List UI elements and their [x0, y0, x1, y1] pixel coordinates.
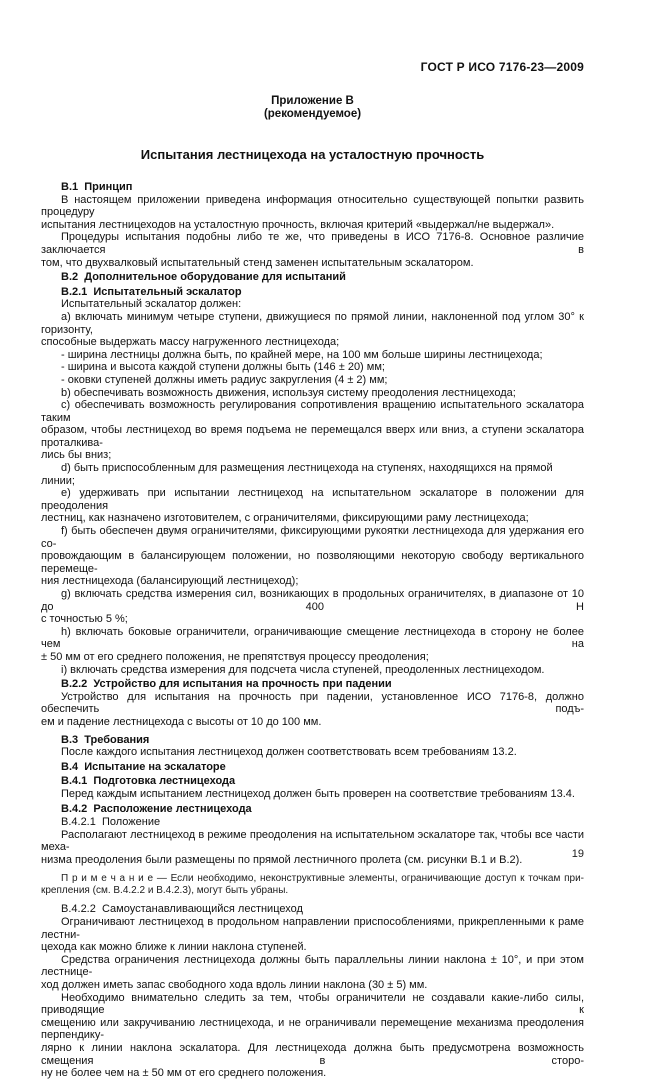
text-line: крепления (см. В.4.2.2 и В.4.2.3), могут быть убраны.	[41, 885, 289, 897]
note	[41, 873, 584, 897]
paragraph	[41, 691, 584, 729]
sub-heading	[41, 816, 584, 829]
doc-code: ГОСТ Р ИСО 7176-23—2009	[420, 60, 584, 74]
paragraph	[41, 311, 584, 349]
text-line: Ограничивают лестницеход в продольном направлении приспособлениями, прикрепленными к раме лестни-	[41, 916, 584, 941]
text-line: лярно к линии наклона эскалатора. Для лестницехода должна быть предусмотрена возможность смещения в сторо-	[41, 1042, 584, 1067]
section-heading	[41, 761, 584, 774]
text-line: В настоящем приложении приведена информация относительно существующей попытки развить процедуру	[41, 193, 584, 219]
section-heading	[41, 775, 584, 788]
text-line: h) включать боковые ограничители, ограничивающие смещение лестницехода в сторону не более чем на	[41, 625, 584, 651]
paragraph	[41, 361, 584, 374]
text-line: том, что двухвалковый испытательный стенд заменен испытательным эскалатором.	[41, 256, 474, 269]
text-line: лись бы вниз;	[41, 449, 112, 462]
text-line: После каждого испытания лестницеход должен соответствовать всем требованиям 13.2.	[61, 746, 517, 759]
paragraph	[41, 462, 584, 487]
section-heading	[41, 286, 584, 299]
appendix-label: Приложение В	[271, 95, 354, 107]
paragraph	[41, 992, 584, 1080]
text-line: Процедуры испытания подобны либо те же, что приведены в ИСО 7176-8. Основное различие заключается в	[41, 231, 584, 256]
paragraph	[41, 626, 584, 664]
text-line: ну не более чем на ± 50 мм от его среднего положения.	[41, 1067, 327, 1080]
text-line: - ширина и высота каждой ступени должны быть (146 ± 20) мм;	[61, 361, 385, 374]
text-line: ем и падение лестницехода с высоты от 10 до 100 мм.	[41, 715, 322, 728]
text-line: П р и м е ч а н и е — Если необходимо, неконструктивные элементы, ограничивающие доступ к точкам при-	[61, 873, 584, 885]
text-line: В.2.2 Устройство для испытания на прочность при падении	[61, 678, 392, 691]
text-line: f) быть обеспечен двумя ограничителями, фиксирующими рукоятки лестницехода для удержания его со-	[41, 525, 584, 550]
content-column	[41, 0, 584, 1080]
paragraph	[41, 746, 584, 759]
text-line: Необходимо внимательно следить за тем, чтобы ограничители не создавали какие-либо силы, приводящие к	[41, 991, 584, 1017]
section-heading	[41, 181, 584, 194]
text-line: g) включать средства измерения сил, возникающих в продольных ограничителях, в диапазоне от 10 до 400 Н	[41, 588, 584, 613]
text-line: ± 50 мм от его среднего положения, не препятствуя процессу преодоления;	[41, 650, 429, 663]
document-title: Испытания лестницехода на усталостную прочность	[140, 147, 485, 162]
text-line: испытания лестницеходов на усталостную прочность, включая критерий «выдержал/не выдержал».	[41, 218, 555, 231]
paragraph	[41, 954, 584, 992]
paragraph	[41, 588, 584, 626]
text-line: В.4 Испытание на эскалаторе	[61, 760, 226, 773]
text-line: В.3 Требования	[61, 733, 150, 746]
text-line: низма преодоления были размещены по прямой лестничного пролета (см. рисунки В.1 и В.2).	[41, 853, 523, 866]
paragraph	[41, 194, 584, 232]
sub-heading	[41, 903, 584, 916]
text-line: Устройство для испытания на прочность при падении, установленное ИСО 7176-8, должно обеспечить подъ-	[41, 690, 584, 716]
paragraph	[41, 231, 584, 269]
text-line: В.2 Дополнительное оборудование для испытаний	[61, 271, 346, 284]
text-line: Испытательный эскалатор должен:	[61, 298, 242, 311]
section-heading	[41, 803, 584, 816]
text-line: способные выдержать массу нагруженного лестницехода;	[41, 336, 340, 349]
text-line: a) включать минимум четыре ступени, движущиеся по прямой линии, наклоненной под углом 30° к горизонту,	[41, 310, 584, 336]
paragraph	[41, 374, 584, 387]
paragraph	[41, 788, 584, 801]
text-line: В.4.2.1 Положение	[61, 816, 161, 829]
paragraph	[41, 349, 584, 362]
section-heading	[41, 678, 584, 691]
text-line: В.4.1 Подготовка лестницехода	[61, 775, 236, 788]
paragraph	[41, 916, 584, 954]
paragraph	[41, 487, 584, 525]
text-line: с точностью 5 %;	[41, 613, 128, 626]
text-line: В.1 Принцип	[61, 181, 133, 193]
text-line: - оковки ступеней должны иметь радиус закругления (4 ± 2) мм;	[61, 373, 388, 386]
text-line: d) быть приспособленным для размещения лестницехода на ступенях, находящихся на прямой линии;	[41, 462, 553, 487]
paragraph	[41, 829, 584, 867]
appendix-subtitle: (рекомендуемое)	[263, 108, 362, 120]
section-heading	[41, 734, 584, 747]
document-body	[41, 181, 584, 1080]
text-line: ния лестницехода (балансирующий лестницеход);	[41, 575, 299, 588]
text-line: В.4.2 Расположение лестницехода	[61, 802, 252, 815]
paragraph	[41, 399, 584, 462]
text-line: образом, чтобы лестницеход во время подъема не перемещался вверх или вниз, а ступени эскалатора проталкива-	[41, 424, 584, 449]
text-line: лестниц, как назначено изготовителем, с ограничителями, фиксирующими раму лестницехода;	[41, 512, 529, 525]
text-line: Перед каждым испытанием лестницеход должен быть проверен на соответствие требованиям 13.4.	[61, 787, 575, 800]
text-line: ход должен иметь запас свободного хода вдоль линии наклона (30 ± 5) мм.	[41, 979, 428, 992]
text-line: Располагают лестницеход в режиме преодоления на испытательном эскалаторе так, чтобы все части меха-	[41, 828, 584, 854]
text-line: В.2.1 Испытательный эскалатор	[61, 285, 242, 298]
text-line: смещению или закручиванию лестницехода, и не ограничивали перемещение механизма преодоления перпендику-	[41, 1016, 584, 1042]
text-line: Средства ограничения лестницехода должны быть параллельны линии наклона ± 10°, и при этом лестнице-	[41, 953, 584, 979]
text-line: цехода как можно ближе к линии наклона ступеней.	[41, 941, 307, 954]
paragraph	[41, 387, 584, 400]
paragraph	[41, 664, 584, 677]
page-number: 19	[571, 848, 584, 860]
text-line: b) обеспечивать возможность движения, используя систему преодоления лестницехода;	[61, 386, 516, 399]
text-line: В.4.2.2 Самоустанавливающийся лестницеход	[61, 903, 303, 916]
text-line: e) удерживать при испытании лестницеход на испытательном эскалаторе в положении для преодоления	[41, 487, 584, 512]
text-line: c) обеспечивать возможность регулирования сопротивления вращению испытательного эскалатора таким	[41, 399, 584, 424]
paragraph	[41, 298, 584, 311]
section-heading	[41, 271, 584, 284]
paragraph	[41, 525, 584, 588]
text-line: провождающим в балансирующем положении, но позволяющими некоторую свободу вертикального перемеще-	[41, 550, 584, 575]
text-line: - ширина лестницы должна быть, по крайней мере, на 100 мм больше ширины лестницехода;	[61, 348, 543, 361]
text-line: i) включать средства измерения для подсчета числа ступеней, преодоленных лестницеходом.	[61, 663, 545, 676]
